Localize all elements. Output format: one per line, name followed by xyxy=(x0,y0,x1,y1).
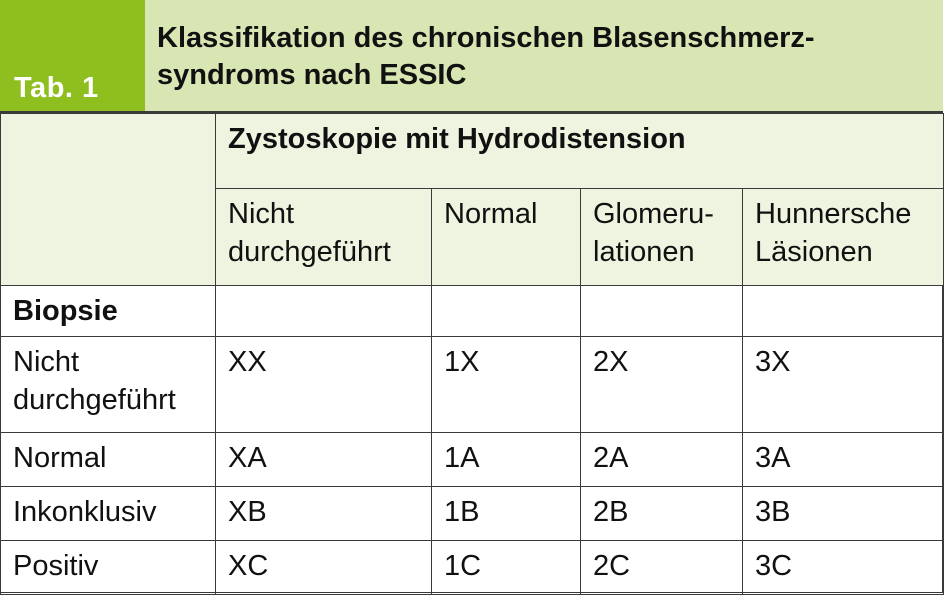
table-cell: XA xyxy=(216,433,432,487)
table-cell: 2C xyxy=(581,541,743,595)
table-cell: 3X xyxy=(743,337,944,433)
table-row xyxy=(1,541,944,595)
column-header: Hunnersche Läsionen xyxy=(743,189,944,286)
empty-cell xyxy=(432,286,581,337)
table-cell: 3C xyxy=(743,541,944,595)
table-cell: 1X xyxy=(432,337,581,433)
table-cell: 2A xyxy=(581,433,743,487)
table-cell: XB xyxy=(216,487,432,541)
table-tag-label: Tab. 1 xyxy=(14,72,99,104)
table-cell: 1B xyxy=(432,487,581,541)
group-header: Zystoskopie mit Hydrodistension xyxy=(216,114,944,189)
column-header: Glomeru- lationen xyxy=(581,189,743,286)
empty-cell xyxy=(216,286,432,337)
table-tag xyxy=(0,0,145,111)
classification-table xyxy=(0,113,944,595)
row-label: Normal xyxy=(1,433,216,487)
table-cell: XC xyxy=(216,541,432,595)
empty-cell xyxy=(743,286,944,337)
table-cell: 1C xyxy=(432,541,581,595)
row-group-header: Biopsie xyxy=(1,286,216,337)
table-cell: 2B xyxy=(581,487,743,541)
row-label: Positiv xyxy=(1,541,216,595)
row-label: Inkonklusiv xyxy=(1,487,216,541)
column-header: Normal xyxy=(432,189,581,286)
table-row xyxy=(1,487,944,541)
empty-cell xyxy=(581,286,743,337)
corner-cell xyxy=(1,114,216,286)
table-cell: 3A xyxy=(743,433,944,487)
column-header: Nicht durchgeführt xyxy=(216,189,432,286)
table-header xyxy=(0,0,943,113)
row-group-header-row xyxy=(1,286,944,337)
table-cell: 1A xyxy=(432,433,581,487)
table-cell: 3B xyxy=(743,487,944,541)
table-row xyxy=(1,337,944,433)
row-label: Nicht durchgeführt xyxy=(1,337,216,433)
group-header-row xyxy=(1,114,944,189)
table-title: Klassifikation des chronischen Blasenschmerz- syndroms nach ESSIC xyxy=(157,22,815,91)
title-box xyxy=(145,0,943,111)
table-row xyxy=(1,433,944,487)
table-cell: 2X xyxy=(581,337,743,433)
table-cell: XX xyxy=(216,337,432,433)
